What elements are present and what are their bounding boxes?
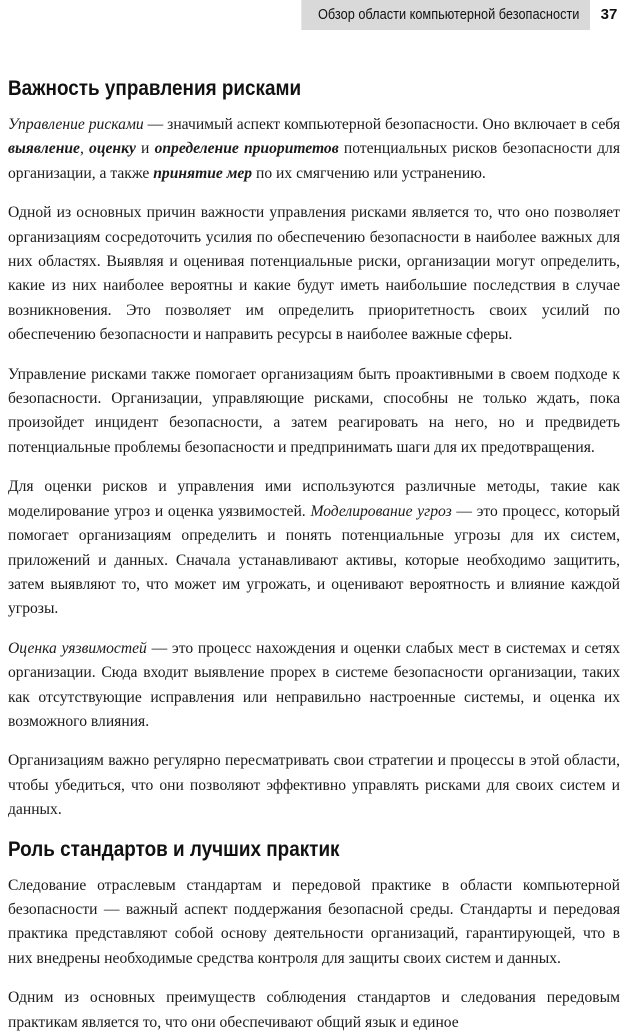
keyword: принятие мер — [153, 164, 253, 182]
paragraph: Управление рисками — значимый аспект компьютерной безопасности. Оно включает в себя выявление, оценку и определение приоритетов потенциальных рисков безопасности для организации, а также принятие мер по их смягчению или устранению. — [8, 116, 621, 182]
running-title: Обзор области компьютерной безопасности — [301, 0, 590, 30]
keyword: выявление — [8, 140, 80, 158]
term-threat-modeling: Моделирование угроз — [310, 502, 452, 520]
page-number: 37 — [600, 6, 618, 23]
section-heading-risk-management: Важность управления рисками — [8, 77, 302, 100]
running-header — [0, 0, 630, 34]
paragraph: Одной из основных причин важности управления рисками является то, что оно позволяет организациям сосредоточить усилия по обеспечению безопасности в наиболее важных для них областях. Выявляя и оценивая потенциальные риски, организации могут определить, какие из них наиболее вероятны и какие будут иметь наибольшие последствия в случае возникновения. Это позволяет им определить приоритетность своих усилий по обеспечению безопасности и направить ресурсы в наиболее важные сферы. — [8, 204, 620, 344]
section-heading-standards: Роль стандартов и лучших практик — [8, 837, 340, 861]
paragraph: Для оценки рисков и управления ими используются различные методы, такие как моделирование угроз и оценка уязвимостей. Моделирование угроз — это процесс, который помогает организациям определить и понять потенциальные угрозы для их систем, приложений и данных. Сначала устанавливают активы, которые необходимо защитить, затем выявляют то, что может им угрожать, и оценивают вероятность и влияние каждой угрозы. — [8, 478, 621, 618]
page-body — [8, 77, 620, 1035]
paragraph: Управление рисками также помогает организациям быть проактивными в своем подходе к безопасности. Организации, управляющие рисками, способны не только ждать, пока произойдет инцидент безопасности, а затем реагировать на него, но и предвидеть потенциальные проблемы безопасности и предпринимать шаги для их предотвращения. — [8, 365, 620, 456]
term-vulnerability-assessment: Оценка уязвимостей — [8, 639, 147, 657]
keyword: оценку — [89, 140, 136, 158]
term-risk-management: Управление рисками — [8, 116, 144, 133]
paragraph: Следование отраслевым стандартам и передовой практике в области компьютерной безопасности — важный аспект поддержания безопасной среды. Стандарты и передовая практика представляют собой основу деятельности организаций, гарантирующей, что в них внедрены необходимые средства контроля для защиты своих систем и данных. — [8, 876, 620, 967]
paragraph: Организациям важно регулярно пересматривать свои стратегии и процессы в этой области, чтобы убедиться, что они позволяют эффективно управлять рисками для своих систем и данных. — [8, 752, 620, 819]
paragraph: Оценка уязвимостей — это процесс нахождения и оценки слабых мест в системах и сетях организации. Сюда входит выявление прорех в системе безопасности организации, таких как отсутствующие исправления или неправильно настроенные системы, и оценка их возможного влияния. — [8, 639, 620, 730]
paragraph: Одним из основных преимуществ соблюдения стандартов и следования передовым практикам является то, что они обеспечивают общий язык и единое — [8, 989, 620, 1031]
keyword: определение приоритетов — [154, 140, 339, 158]
